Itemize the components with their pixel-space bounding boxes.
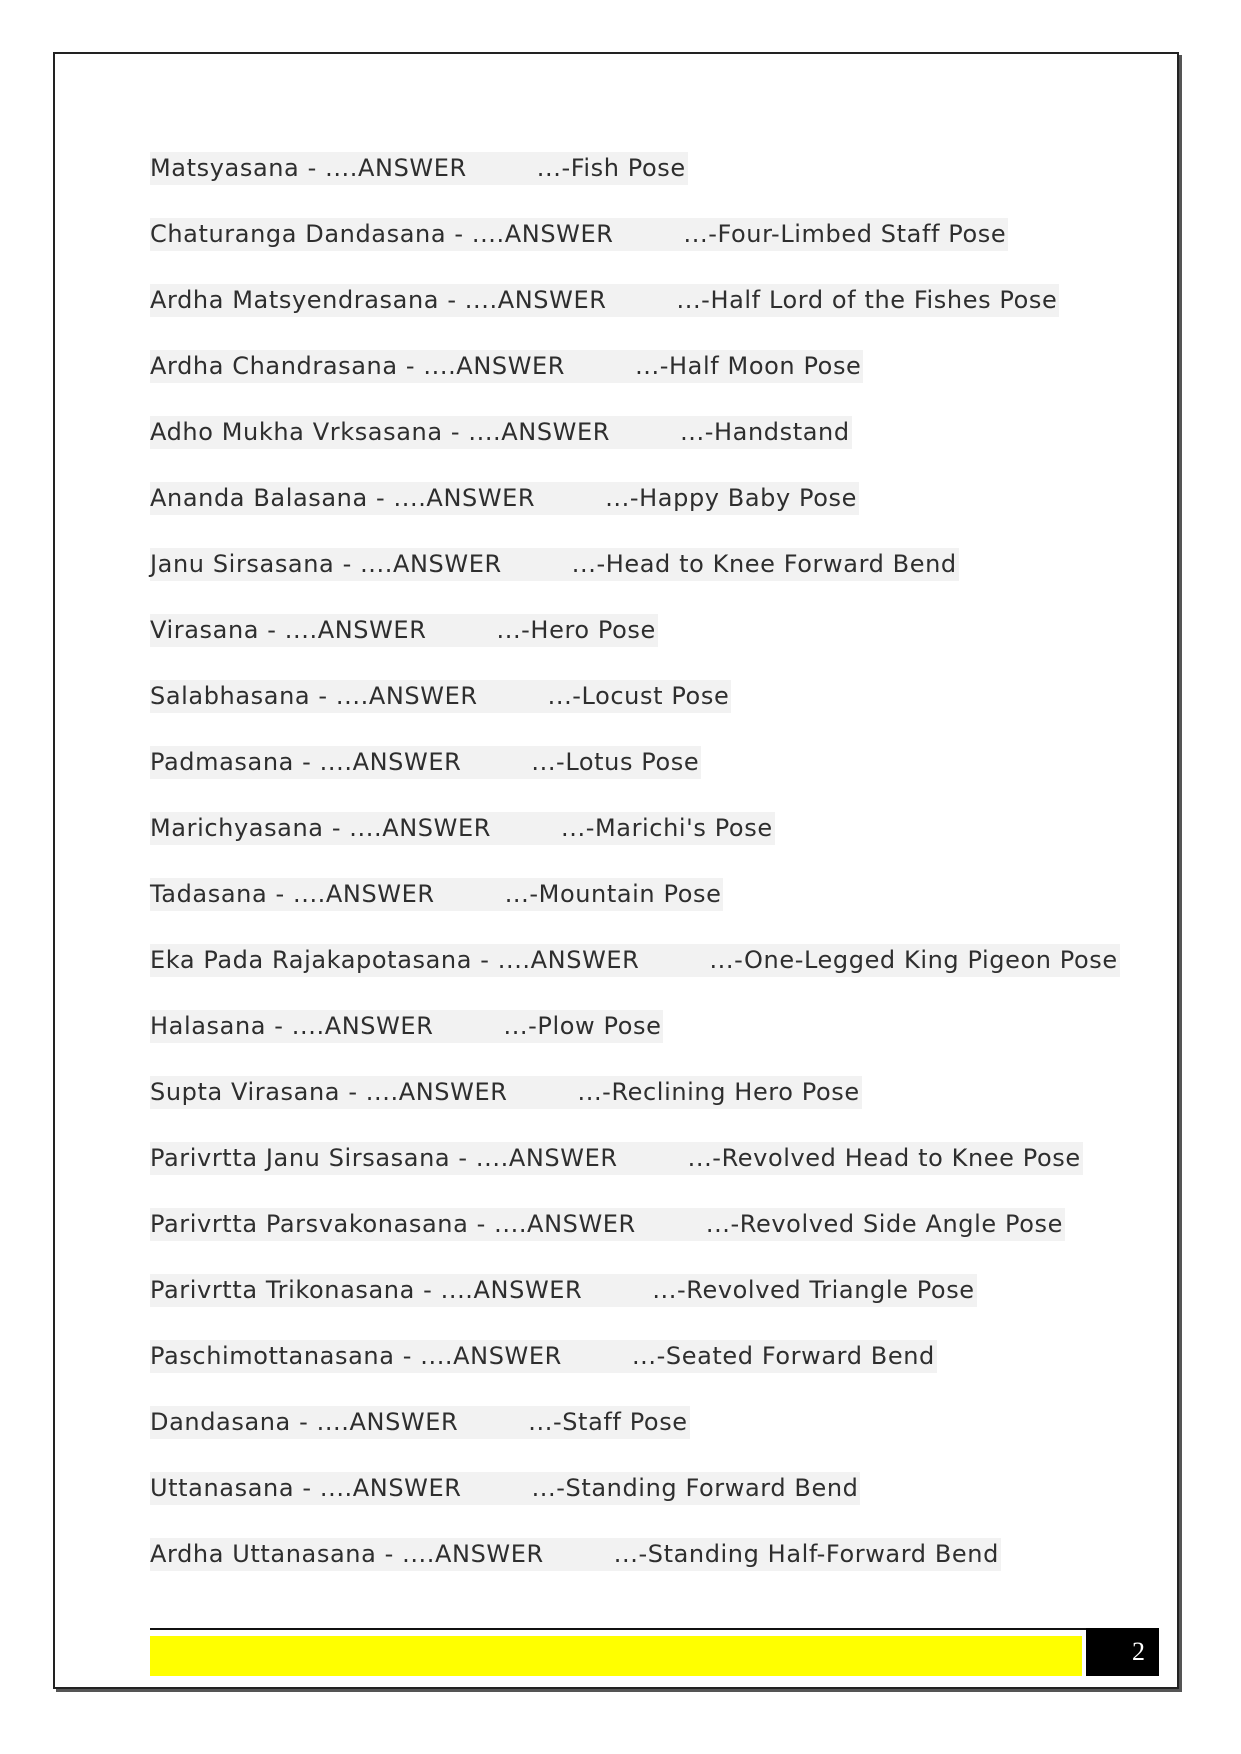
sanskrit-name: Padmasana - ....ANSWER: [150, 748, 462, 776]
sanskrit-name: Supta Virasana - ....ANSWER: [150, 1078, 508, 1106]
english-name: ...-Reclining Hero Pose: [577, 1078, 860, 1106]
sanskrit-name: Tadasana - ....ANSWER: [150, 880, 435, 908]
sanskrit-name: Parivrtta Janu Sirsasana - ....ANSWER: [150, 1144, 618, 1172]
page-number: 2: [1086, 1628, 1159, 1676]
english-name: ...-Marichi's Pose: [561, 814, 773, 842]
list-item: [150, 1274, 977, 1307]
sanskrit-name: Uttanasana - ....ANSWER: [150, 1474, 462, 1502]
list-item: [150, 812, 775, 845]
english-name: ...-Revolved Side Angle Pose: [705, 1210, 1063, 1238]
english-name: ...-Revolved Head to Knee Pose: [687, 1144, 1081, 1172]
list-item: [150, 944, 1120, 977]
sanskrit-name: Chaturanga Dandasana - ....ANSWER: [150, 220, 614, 248]
english-name: ...-Half Lord of the Fishes Pose: [676, 286, 1058, 314]
sanskrit-name: Halasana - ....ANSWER: [150, 1012, 434, 1040]
sanskrit-name: Paschimottanasana - ....ANSWER: [150, 1342, 562, 1370]
english-name: ...-Four-Limbed Staff Pose: [683, 220, 1007, 248]
list-item: [150, 878, 723, 911]
list-item: [150, 548, 959, 581]
english-name: ...-Standing Forward Bend: [531, 1474, 859, 1502]
english-name: ...-Head to Knee Forward Bend: [571, 550, 957, 578]
list-item: [150, 614, 658, 647]
list-item: [150, 1472, 860, 1505]
list-item: [150, 1208, 1065, 1241]
sanskrit-name: Ardha Chandrasana - ....ANSWER: [150, 352, 566, 380]
english-name: ...-Fish Pose: [536, 154, 686, 182]
sanskrit-name: Dandasana - ....ANSWER: [150, 1408, 459, 1436]
list-item: [150, 218, 1008, 251]
footer-divider: [150, 1628, 1087, 1630]
english-name: ...-Plow Pose: [503, 1012, 662, 1040]
sanskrit-name: Ardha Uttanasana - ....ANSWER: [150, 1540, 544, 1568]
list-item: [150, 1406, 690, 1439]
english-name: ...-Hero Pose: [496, 616, 656, 644]
sanskrit-name: Salabhasana - ....ANSWER: [150, 682, 478, 710]
list-item: [150, 152, 688, 185]
list-item: [150, 416, 852, 449]
list-item: [150, 1142, 1083, 1175]
sanskrit-name: Virasana - ....ANSWER: [150, 616, 427, 644]
english-name: ...-Mountain Pose: [504, 880, 722, 908]
sanskrit-name: Adho Mukha Vrksasana - ....ANSWER: [150, 418, 611, 446]
sanskrit-name: Marichyasana - ....ANSWER: [150, 814, 492, 842]
sanskrit-name: Matsyasana - ....ANSWER: [150, 154, 467, 182]
english-name: ...-Seated Forward Bend: [631, 1342, 935, 1370]
english-name: ...-Standing Half-Forward Bend: [613, 1540, 999, 1568]
sanskrit-name: Janu Sirsasana - ....ANSWER: [150, 550, 502, 578]
list-item: [150, 482, 859, 515]
sanskrit-name: Ananda Balasana - ....ANSWER: [150, 484, 536, 512]
english-name: ...-Half Moon Pose: [635, 352, 862, 380]
sanskrit-name: Parivrtta Trikonasana - ....ANSWER: [150, 1276, 583, 1304]
list-item: [150, 1538, 1001, 1571]
list-item: [150, 284, 1059, 317]
english-name: ...-Lotus Pose: [531, 748, 700, 776]
english-name: ...-One-Legged King Pigeon Pose: [709, 946, 1118, 974]
english-name: ...-Locust Pose: [547, 682, 730, 710]
sanskrit-name: Parivrtta Parsvakonasana - ....ANSWER: [150, 1210, 636, 1238]
sanskrit-name: Eka Pada Rajakapotasana - ....ANSWER: [150, 946, 640, 974]
sanskrit-name: Ardha Matsyendrasana - ....ANSWER: [150, 286, 607, 314]
english-name: ...-Happy Baby Pose: [605, 484, 858, 512]
list-item: [150, 746, 701, 779]
english-name: ...-Revolved Triangle Pose: [652, 1276, 975, 1304]
list-item: [150, 1340, 937, 1373]
english-name: ...-Handstand: [680, 418, 850, 446]
english-name: ...-Staff Pose: [528, 1408, 688, 1436]
list-item: [150, 350, 863, 383]
list-item: [150, 1010, 663, 1043]
list-item: [150, 1076, 862, 1109]
footer-highlight-bar: [150, 1636, 1082, 1676]
list-item: [150, 680, 731, 713]
